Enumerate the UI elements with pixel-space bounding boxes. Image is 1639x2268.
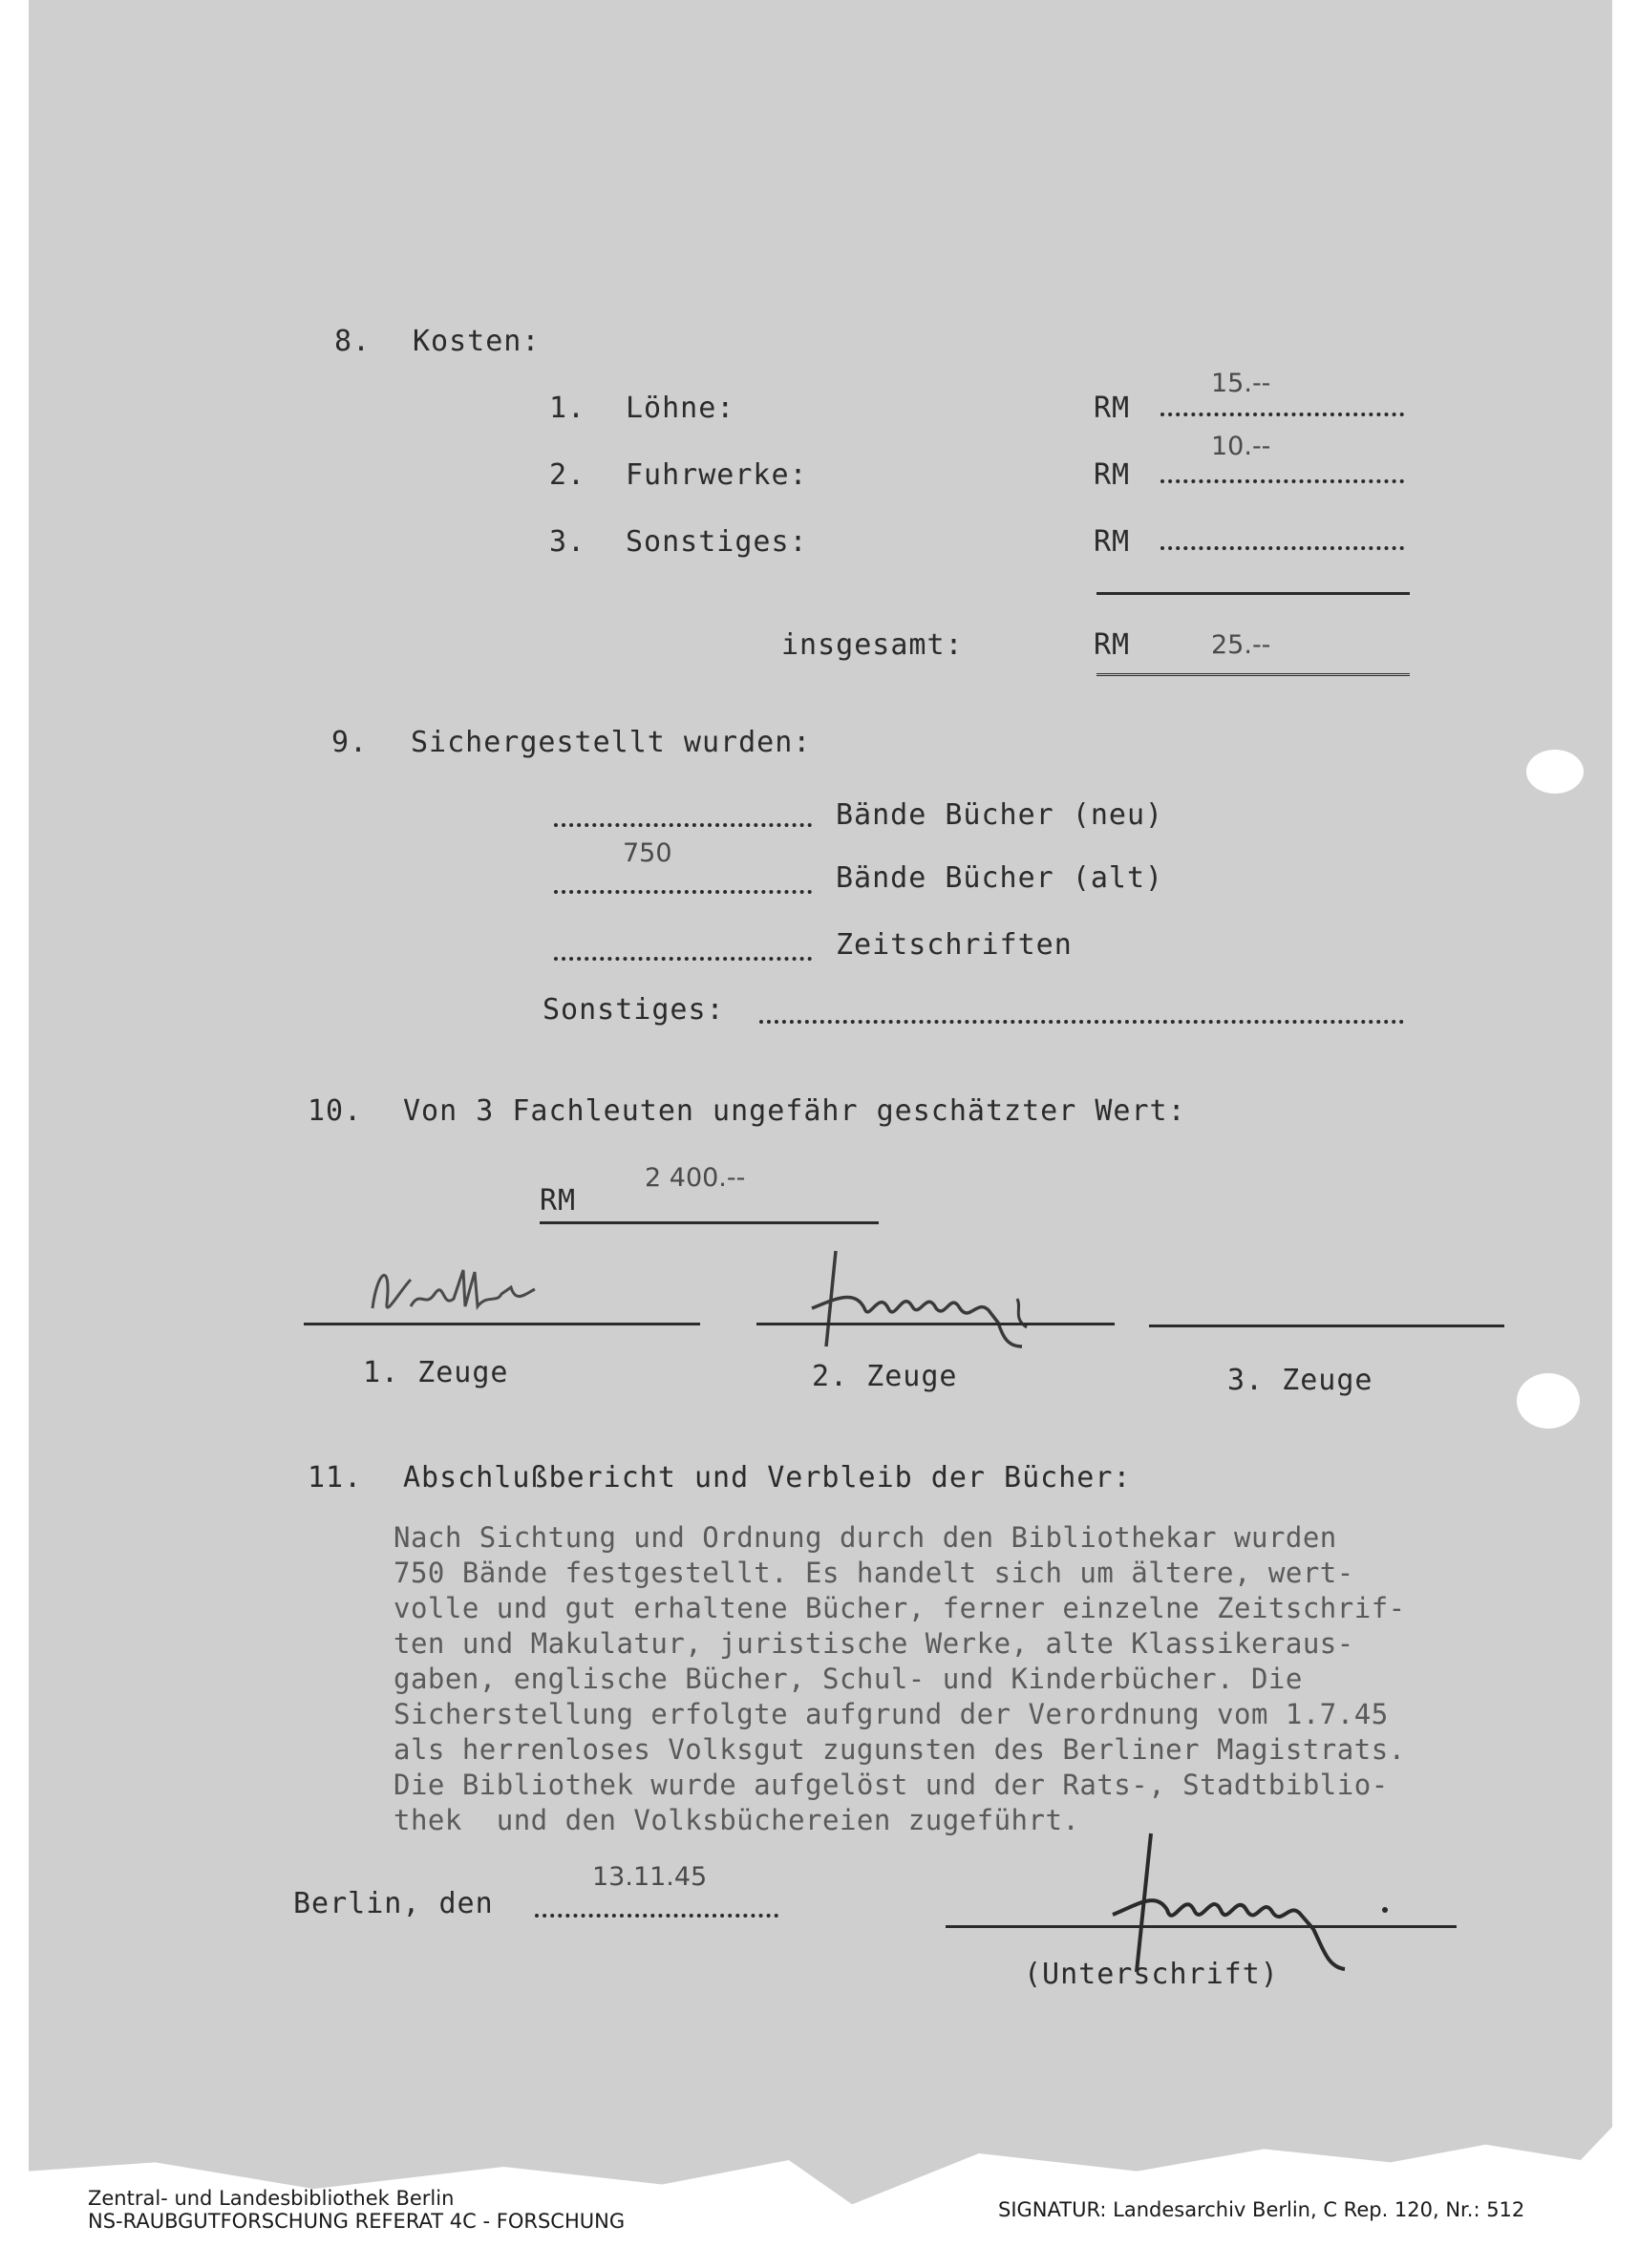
cost-item-2-dotted-line bbox=[1160, 479, 1404, 483]
final-report-line: Die Bibliothek wurde aufgelöst und der Rats-, Stadtbiblio- bbox=[394, 1769, 1389, 1801]
cost-item-3-number: 3. bbox=[549, 525, 586, 559]
document-date: 13.11.45 bbox=[592, 1862, 708, 1892]
books-old-label: Bände Bücher (alt) bbox=[836, 861, 1164, 895]
total-currency: RM bbox=[1094, 628, 1131, 662]
final-report-paragraph bbox=[394, 1520, 1406, 1838]
section10-number: 10. bbox=[308, 1094, 363, 1128]
section10-title: Von 3 Fachleuten ungefähr geschätzter Wert: bbox=[403, 1094, 1186, 1128]
final-report-line: Nach Sichtung und Ordnung durch den Bibliothekar wurden bbox=[394, 1521, 1337, 1554]
cost-item-3-currency: RM bbox=[1094, 525, 1131, 559]
estimated-value-currency: RM bbox=[540, 1184, 577, 1218]
final-report-line: gaben, englische Bücher, Schul- und Kinderbücher. Die bbox=[394, 1663, 1303, 1695]
place-label: Berlin, den bbox=[293, 1887, 494, 1920]
punch-hole-top bbox=[1526, 750, 1584, 794]
date-dotted-line bbox=[535, 1914, 778, 1918]
cost-item-1-number: 1. bbox=[549, 392, 586, 425]
witness3-label: 3. Zeuge bbox=[1227, 1364, 1373, 1397]
final-report-line: thek und den Volksbüchereien zugeführt. bbox=[394, 1804, 1080, 1836]
witness1-signature bbox=[368, 1251, 559, 1327]
final-report-line: ten und Makulatur, juristische Werke, alte Klassikeraus- bbox=[394, 1627, 1354, 1660]
section11-title: Abschlußbericht und Verbleib der Bücher: bbox=[403, 1461, 1132, 1494]
other-dotted-line bbox=[759, 1020, 1404, 1024]
witness1-line bbox=[304, 1323, 700, 1325]
cost-item-2-amount: 10.-- bbox=[1211, 432, 1271, 461]
footer-signature: SIGNATUR: Landesarchiv Berlin, C Rep. 120, Nr.: 512 bbox=[998, 2198, 1525, 2221]
footer-left-line1: Zentral- und Landesbibliothek Berlin bbox=[88, 2187, 455, 2210]
cost-item-1-label: Löhne: bbox=[626, 392, 735, 425]
witness2-label: 2. Zeuge bbox=[812, 1360, 958, 1393]
cost-item-1-amount: 15.-- bbox=[1211, 369, 1271, 398]
total-label: insgesamt: bbox=[781, 628, 964, 662]
estimated-value: 2 400.-- bbox=[645, 1163, 746, 1193]
estimated-value-rule bbox=[540, 1221, 879, 1224]
witness1-label: 1. Zeuge bbox=[363, 1356, 509, 1389]
final-report-line: 750 Bände festgestellt. Es handelt sich um ältere, wert- bbox=[394, 1557, 1354, 1589]
cost-item-2-number: 2. bbox=[549, 458, 586, 492]
cost-item-3-dotted-line bbox=[1160, 546, 1404, 550]
books-new-dotted-line bbox=[554, 823, 812, 827]
section9-title: Sichergestellt wurden: bbox=[411, 726, 812, 759]
total-amount: 25.-- bbox=[1211, 630, 1271, 660]
periodicals-label: Zeitschriften bbox=[836, 928, 1073, 962]
cost-item-1-currency: RM bbox=[1094, 392, 1131, 425]
cost-item-3-label: Sonstiges: bbox=[626, 525, 808, 559]
section11-number: 11. bbox=[308, 1461, 363, 1494]
books-old-dotted-line bbox=[554, 890, 812, 894]
cost-item-1-dotted-line bbox=[1160, 413, 1404, 416]
periodicals-dotted-line bbox=[554, 957, 812, 961]
section9-number: 9. bbox=[331, 726, 369, 759]
witness3-line bbox=[1149, 1325, 1504, 1327]
final-report-line: Sicherstellung erfolgte aufgrund der Verordnung vom 1.7.45 bbox=[394, 1698, 1389, 1730]
subtotal-rule bbox=[1096, 592, 1410, 595]
final-report-line: volle und gut erhaltene Bücher, ferner einzelne Zeitschrif- bbox=[394, 1592, 1406, 1624]
signature-line bbox=[946, 1925, 1457, 1928]
final-report-line: als herrenloses Volksgut zugunsten des Berliner Magistrats. bbox=[394, 1733, 1406, 1766]
cost-item-2-currency: RM bbox=[1094, 458, 1131, 492]
witness2-signature bbox=[807, 1232, 1046, 1366]
section8-title: Kosten: bbox=[413, 325, 541, 358]
other-label: Sonstiges: bbox=[543, 993, 725, 1027]
witness2-line bbox=[756, 1323, 1115, 1325]
books-new-label: Bände Bücher (neu) bbox=[836, 798, 1164, 832]
section8-number: 8. bbox=[334, 325, 372, 358]
books-old-value: 750 bbox=[623, 838, 672, 868]
total-double-rule bbox=[1096, 673, 1410, 680]
signature-caption: (Unterschrift) bbox=[1024, 1958, 1279, 1991]
cost-item-2-label: Fuhrwerke: bbox=[626, 458, 808, 492]
punch-hole-bottom bbox=[1517, 1373, 1580, 1429]
footer-left-line2: NS-RAUBGUTFORSCHUNG REFERAT 4C - FORSCHUNG bbox=[88, 2210, 626, 2233]
